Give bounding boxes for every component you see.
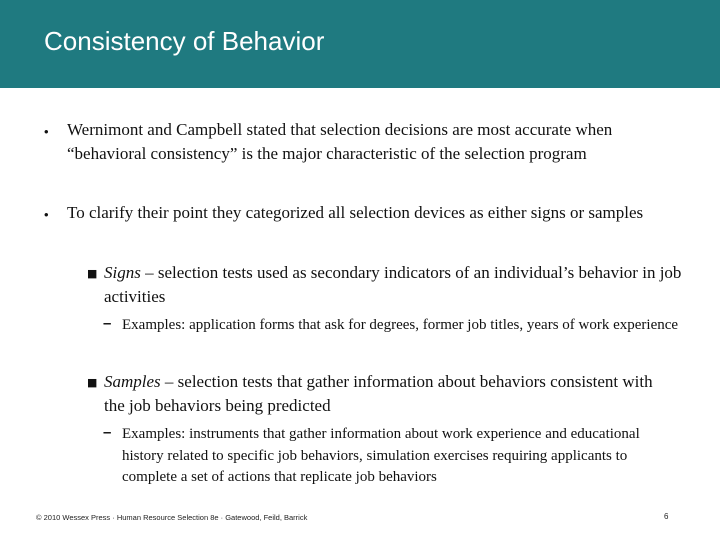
slide-title: Consistency of Behavior	[44, 26, 325, 56]
dash-bullet-icon: –	[103, 315, 112, 332]
signs-definition: – selection tests used as secondary indicators of an individual’s behavior in job activities	[104, 263, 682, 306]
signs-term: Signs	[104, 263, 141, 282]
square-bullet-icon: ■	[87, 267, 98, 280]
dash-bullet-icon: –	[103, 424, 112, 441]
footer-citation: © 2010 Wessex Press · Human Resource Selection 8e · Gatewood, Feild, Barrick	[36, 513, 308, 522]
samples-example-text: Examples: instruments that gather information about work experience and educational history related to specific job behaviors, simulation exercises requiring applicants to complete a set of actions that replicate job behaviors	[122, 426, 640, 485]
samples-term: Samples	[104, 372, 161, 391]
page-number: 6	[664, 512, 669, 521]
bullet-dot-icon: •	[44, 124, 49, 139]
bullet-dot-icon: •	[44, 207, 49, 222]
samples-item	[104, 370, 664, 418]
square-bullet-icon: ■	[87, 376, 98, 389]
signs-item	[104, 261, 684, 309]
bullet-1-text: Wernimont and Campbell stated that selection decisions are most accurate when “behavioral consistency” is the major characteristic of the selection program	[67, 120, 613, 163]
signs-example-text: Examples: application forms that ask for degrees, former job titles, years of work experience	[122, 317, 679, 333]
bullet-2-text: To clarify their point they categorized all selection devices as either signs or samples	[67, 203, 644, 222]
samples-definition: – selection tests that gather information about behaviors consistent with the job behaviors being predicted	[104, 372, 653, 415]
